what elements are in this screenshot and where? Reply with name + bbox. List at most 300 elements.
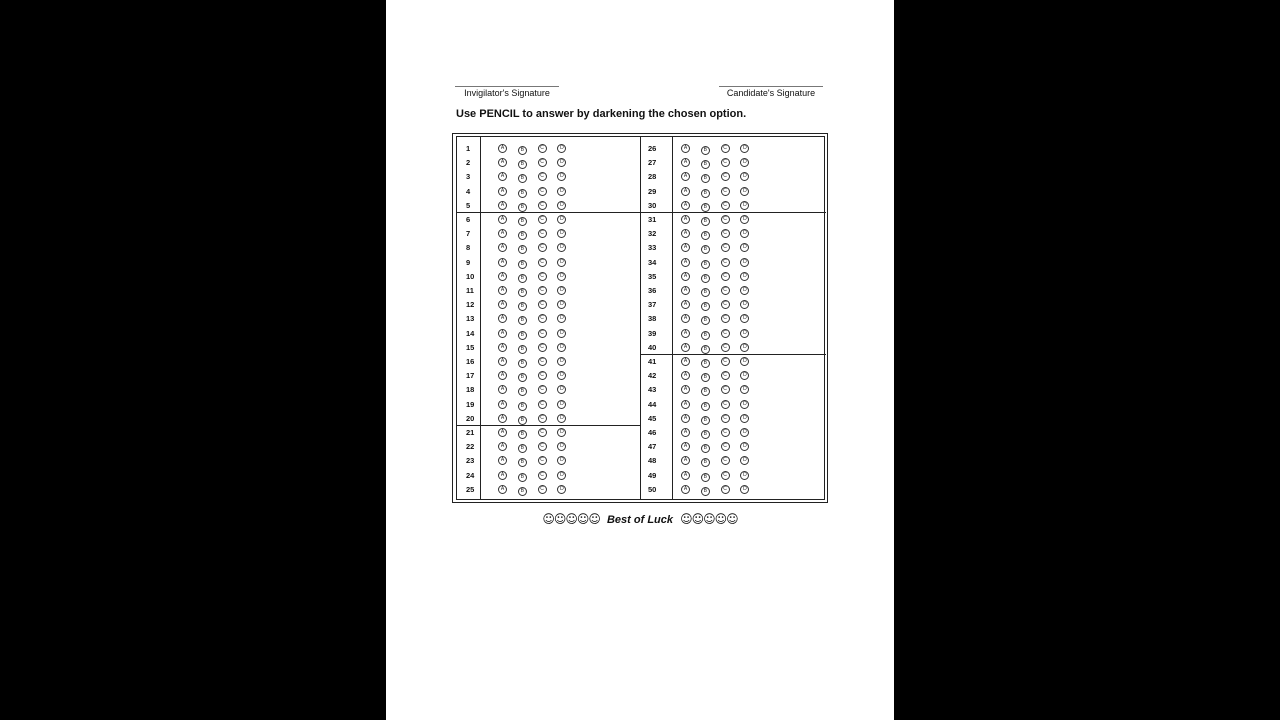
- question-row: [640, 327, 826, 341]
- answer-bubble-b[interactable]: B: [701, 359, 710, 368]
- answer-bubble-c[interactable]: C: [721, 158, 730, 167]
- answer-bubble-d[interactable]: D: [740, 329, 749, 338]
- answer-bubble-c[interactable]: C: [721, 343, 730, 352]
- question-number: 25: [466, 484, 475, 494]
- answer-bubble-b[interactable]: B: [518, 260, 527, 269]
- smiley-icons-left: ☺☺☺☺☺: [542, 512, 600, 526]
- answer-bubble-b[interactable]: B: [701, 387, 710, 396]
- answer-bubble-c[interactable]: C: [538, 286, 547, 295]
- answer-bubble-c[interactable]: C: [721, 314, 730, 323]
- question-row: [457, 241, 640, 255]
- question-row: [457, 369, 640, 383]
- answer-bubble-b[interactable]: B: [518, 189, 527, 198]
- question-row: [640, 341, 826, 355]
- answer-bubble-d[interactable]: D: [740, 357, 749, 366]
- question-number: 33: [648, 243, 657, 253]
- question-number: 46: [648, 428, 657, 437]
- answer-bubble-a[interactable]: A: [498, 286, 507, 295]
- question-row: [457, 483, 640, 497]
- question-row: [640, 156, 826, 170]
- question-number: 21: [466, 428, 475, 437]
- answer-bubble-a[interactable]: A: [498, 385, 507, 394]
- answer-bubble-d[interactable]: D: [740, 201, 749, 210]
- answer-bubble-d[interactable]: D: [557, 272, 566, 281]
- answer-bubble-a[interactable]: A: [498, 456, 507, 465]
- answer-bubble-d[interactable]: D: [740, 215, 749, 224]
- candidate-signature-label: Candidate's Signature: [726, 88, 816, 98]
- answer-bubble-c[interactable]: C: [538, 187, 547, 196]
- answer-bubble-b[interactable]: B: [701, 189, 710, 198]
- answer-bubble-d[interactable]: D: [740, 286, 749, 295]
- question-number: 49: [648, 470, 657, 480]
- answer-bubble-a[interactable]: A: [498, 229, 507, 238]
- answer-bubble-a[interactable]: A: [498, 357, 507, 366]
- question-number: 23: [466, 456, 475, 466]
- question-number: 37: [648, 300, 657, 310]
- answer-bubble-b[interactable]: B: [518, 402, 527, 411]
- question-row: [640, 469, 826, 483]
- question-number: 35: [648, 271, 657, 281]
- question-number: 36: [648, 286, 657, 295]
- answer-bubble-d[interactable]: D: [740, 414, 749, 423]
- answer-bubble-d[interactable]: D: [740, 172, 749, 181]
- question-row: [457, 142, 640, 156]
- answer-bubble-d[interactable]: D: [740, 471, 749, 480]
- answer-bubble-b[interactable]: B: [518, 416, 527, 425]
- question-row: [640, 227, 826, 241]
- question-number: 17: [466, 371, 475, 381]
- question-row: [640, 256, 826, 270]
- answer-bubble-a[interactable]: A: [681, 243, 690, 252]
- answer-bubble-b[interactable]: B: [518, 217, 527, 226]
- answer-bubble-d[interactable]: D: [740, 400, 749, 409]
- answer-bubble-a[interactable]: A: [681, 172, 690, 181]
- answer-bubble-b[interactable]: B: [701, 245, 710, 254]
- answer-bubble-d[interactable]: D: [557, 442, 566, 451]
- question-number: 2: [466, 158, 471, 168]
- question-row: [457, 355, 640, 369]
- answer-bubble-d[interactable]: D: [740, 371, 749, 380]
- question-number: 10: [466, 271, 475, 281]
- answer-bubble-d[interactable]: D: [557, 187, 566, 196]
- answer-bubble-b[interactable]: B: [518, 473, 527, 482]
- answer-bubble-a[interactable]: A: [681, 229, 690, 238]
- question-number: 22: [466, 442, 475, 452]
- answer-bubble-c[interactable]: C: [538, 229, 547, 238]
- answer-bubble-b[interactable]: B: [518, 203, 527, 212]
- answer-bubble-c[interactable]: C: [721, 371, 730, 380]
- answer-bubble-c[interactable]: C: [721, 414, 730, 423]
- answer-bubble-a[interactable]: A: [498, 400, 507, 409]
- answer-bubble-c[interactable]: C: [721, 385, 730, 394]
- answer-bubble-b[interactable]: B: [518, 387, 527, 396]
- answer-bubble-c[interactable]: C: [721, 286, 730, 295]
- answer-bubble-b[interactable]: B: [701, 430, 710, 439]
- question-row: [457, 383, 640, 397]
- answer-bubble-d[interactable]: D: [557, 400, 566, 409]
- answer-bubble-c[interactable]: C: [721, 243, 730, 252]
- answer-bubble-d[interactable]: D: [557, 329, 566, 338]
- answer-bubble-c[interactable]: C: [538, 343, 547, 352]
- answer-bubble-a[interactable]: A: [681, 314, 690, 323]
- answer-bubble-c[interactable]: C: [721, 300, 730, 309]
- answer-bubble-d[interactable]: D: [557, 286, 566, 295]
- question-row: [640, 142, 826, 156]
- answer-bubble-a[interactable]: A: [498, 485, 507, 494]
- question-row: [640, 483, 826, 497]
- answer-bubble-a[interactable]: A: [498, 371, 507, 380]
- answer-bubble-d[interactable]: D: [740, 229, 749, 238]
- answer-bubble-d[interactable]: D: [740, 243, 749, 252]
- answer-bubble-c[interactable]: C: [538, 442, 547, 451]
- question-number: 15: [466, 342, 475, 352]
- answer-bubble-c[interactable]: C: [538, 485, 547, 494]
- question-row: [640, 298, 826, 312]
- question-number: 42: [648, 371, 657, 381]
- answer-bubble-d[interactable]: D: [740, 258, 749, 267]
- answer-bubble-b[interactable]: B: [701, 444, 710, 453]
- answer-bubble-d[interactable]: D: [740, 272, 749, 281]
- answer-bubble-b[interactable]: B: [701, 402, 710, 411]
- question-row: [640, 270, 826, 284]
- answer-bubble-a[interactable]: A: [681, 400, 690, 409]
- answer-bubble-a[interactable]: A: [681, 428, 690, 437]
- answer-bubble-d[interactable]: D: [557, 428, 566, 437]
- footer-message: [386, 512, 894, 526]
- answer-bubble-b[interactable]: B: [701, 146, 710, 155]
- answer-bubble-c[interactable]: C: [721, 272, 730, 281]
- question-number: 29: [648, 186, 657, 196]
- answer-bubble-d[interactable]: D: [557, 144, 566, 153]
- question-number: 4: [466, 186, 471, 196]
- answer-bubble-d[interactable]: D: [557, 300, 566, 309]
- question-row: [640, 383, 826, 397]
- answer-bubble-a[interactable]: A: [681, 456, 690, 465]
- question-number: 18: [466, 385, 475, 395]
- question-number: 38: [648, 314, 657, 324]
- answer-bubble-c[interactable]: C: [538, 215, 547, 224]
- question-row: [457, 341, 640, 355]
- answer-bubble-b[interactable]: B: [701, 274, 710, 283]
- question-row: [457, 213, 640, 227]
- question-number: 9: [466, 257, 471, 267]
- answer-bubble-b[interactable]: B: [518, 174, 527, 183]
- answer-bubble-a[interactable]: A: [498, 300, 507, 309]
- answer-bubble-c[interactable]: C: [721, 428, 730, 437]
- answer-bubble-c[interactable]: C: [538, 258, 547, 267]
- question-row: [640, 355, 826, 369]
- answer-bubble-d[interactable]: D: [557, 357, 566, 366]
- answer-bubble-d[interactable]: D: [557, 243, 566, 252]
- question-row: [457, 469, 640, 483]
- answer-bubble-c[interactable]: C: [538, 243, 547, 252]
- question-number: 26: [648, 144, 657, 153]
- invigilator-signature-label: Invigilator's Signature: [464, 88, 550, 98]
- question-row: [457, 227, 640, 241]
- answer-bubble-c[interactable]: C: [721, 144, 730, 153]
- answer-bubble-d[interactable]: D: [557, 343, 566, 352]
- question-number: 45: [648, 413, 657, 423]
- question-number: 40: [648, 342, 657, 352]
- answer-bubble-a[interactable]: A: [498, 442, 507, 451]
- instruction-text: Use PENCIL to answer by darkening the chosen option.: [456, 108, 747, 120]
- question-row: [640, 170, 826, 184]
- invigilator-signature-line: [455, 86, 559, 99]
- answer-bubble-c[interactable]: C: [538, 357, 547, 366]
- question-row: [457, 199, 640, 213]
- best-of-luck-text: Best of Luck: [606, 514, 673, 526]
- question-number: 24: [466, 470, 475, 480]
- answer-bubble-c[interactable]: C: [721, 442, 730, 451]
- answer-bubble-d[interactable]: D: [740, 442, 749, 451]
- answer-bubble-a[interactable]: A: [681, 144, 690, 153]
- answer-bubble-a[interactable]: A: [681, 357, 690, 366]
- question-number: 28: [648, 172, 657, 182]
- question-row: [640, 185, 826, 199]
- answer-bubble-c[interactable]: C: [538, 400, 547, 409]
- question-number: 6: [466, 215, 471, 224]
- answer-bubble-b[interactable]: B: [518, 359, 527, 368]
- smiley-icons-right: ☺☺☺☺☺: [680, 512, 738, 526]
- answer-bubble-a[interactable]: A: [681, 272, 690, 281]
- answer-bubble-a[interactable]: A: [681, 201, 690, 210]
- answer-bubble-b[interactable]: B: [701, 345, 710, 354]
- question-number: 1: [466, 144, 471, 153]
- answer-bubble-d[interactable]: D: [740, 428, 749, 437]
- question-number: 34: [648, 257, 657, 267]
- answer-bubble-b[interactable]: B: [518, 458, 527, 467]
- answer-bubble-c[interactable]: C: [721, 172, 730, 181]
- question-row: [640, 426, 826, 440]
- question-number: 30: [648, 200, 657, 210]
- answer-bubble-c[interactable]: C: [538, 300, 547, 309]
- answer-bubble-a[interactable]: A: [681, 371, 690, 380]
- answer-bubble-b[interactable]: B: [518, 331, 527, 340]
- question-number: 7: [466, 229, 471, 239]
- question-row: [457, 270, 640, 284]
- answer-bubble-d[interactable]: D: [740, 456, 749, 465]
- question-row: [640, 213, 826, 227]
- answer-bubble-a[interactable]: A: [498, 215, 507, 224]
- answer-bubble-b[interactable]: B: [518, 345, 527, 354]
- answer-bubble-a[interactable]: A: [498, 201, 507, 210]
- answer-bubble-c[interactable]: C: [538, 144, 547, 153]
- answer-bubble-b[interactable]: B: [701, 288, 710, 297]
- answer-bubble-b[interactable]: B: [701, 473, 710, 482]
- answer-bubble-b[interactable]: B: [701, 203, 710, 212]
- question-number: 44: [648, 399, 657, 409]
- answer-bubble-c[interactable]: C: [538, 314, 547, 323]
- answer-bubble-a[interactable]: A: [681, 385, 690, 394]
- answer-bubble-a[interactable]: A: [681, 187, 690, 196]
- answer-sheet-page: [386, 0, 894, 720]
- question-row: [640, 412, 826, 426]
- question-row: [640, 241, 826, 255]
- question-number: 43: [648, 385, 657, 395]
- answer-bubble-c[interactable]: C: [721, 258, 730, 267]
- answer-bubble-a[interactable]: A: [498, 258, 507, 267]
- answer-bubble-a[interactable]: A: [681, 215, 690, 224]
- question-row: [457, 256, 640, 270]
- answer-bubble-d[interactable]: D: [557, 229, 566, 238]
- question-row: [640, 454, 826, 468]
- answer-bubble-a[interactable]: A: [681, 258, 690, 267]
- answer-bubble-c[interactable]: C: [538, 414, 547, 423]
- answer-bubble-d[interactable]: D: [740, 300, 749, 309]
- answer-bubble-b[interactable]: B: [701, 373, 710, 382]
- answer-bubble-c[interactable]: C: [721, 187, 730, 196]
- answer-bubble-c[interactable]: C: [721, 471, 730, 480]
- answer-bubble-a[interactable]: A: [498, 343, 507, 352]
- answer-grid-outer-border: [452, 133, 828, 503]
- answer-bubble-b[interactable]: B: [701, 302, 710, 311]
- question-row: [457, 398, 640, 412]
- answer-bubble-b[interactable]: B: [701, 416, 710, 425]
- answer-grid: [456, 136, 825, 500]
- answer-bubble-b[interactable]: B: [518, 160, 527, 169]
- answer-bubble-c[interactable]: C: [721, 400, 730, 409]
- answer-bubble-a[interactable]: A: [498, 172, 507, 181]
- answer-bubble-c[interactable]: C: [721, 229, 730, 238]
- answer-bubble-a[interactable]: A: [681, 158, 690, 167]
- question-row: [457, 284, 640, 298]
- answer-bubble-d[interactable]: D: [557, 456, 566, 465]
- answer-bubble-a[interactable]: A: [681, 286, 690, 295]
- answer-bubble-b[interactable]: B: [701, 260, 710, 269]
- answer-bubble-b[interactable]: B: [518, 146, 527, 155]
- answer-bubble-d[interactable]: D: [557, 485, 566, 494]
- answer-bubble-a[interactable]: A: [498, 272, 507, 281]
- answer-bubble-a[interactable]: A: [681, 485, 690, 494]
- answer-bubble-c[interactable]: C: [721, 329, 730, 338]
- answer-bubble-b[interactable]: B: [701, 331, 710, 340]
- answer-bubble-a[interactable]: A: [498, 158, 507, 167]
- question-row: [457, 440, 640, 454]
- answer-bubble-a[interactable]: A: [681, 414, 690, 423]
- answer-bubble-d[interactable]: D: [557, 385, 566, 394]
- answer-bubble-c[interactable]: C: [538, 329, 547, 338]
- answer-bubble-a[interactable]: A: [498, 314, 507, 323]
- answer-bubble-d[interactable]: D: [740, 187, 749, 196]
- answer-bubble-a[interactable]: A: [498, 329, 507, 338]
- answer-bubble-b[interactable]: B: [701, 217, 710, 226]
- answer-bubble-d[interactable]: D: [557, 371, 566, 380]
- answer-bubble-b[interactable]: B: [518, 316, 527, 325]
- answer-bubble-d[interactable]: D: [557, 258, 566, 267]
- question-number: 20: [466, 413, 475, 423]
- answer-bubble-c[interactable]: C: [538, 172, 547, 181]
- question-number: 5: [466, 200, 471, 210]
- answer-bubble-a[interactable]: A: [681, 471, 690, 480]
- answer-bubble-d[interactable]: D: [740, 343, 749, 352]
- answer-bubble-c[interactable]: C: [721, 357, 730, 366]
- answer-bubble-d[interactable]: D: [740, 385, 749, 394]
- question-number: 11: [466, 286, 474, 295]
- question-number: 31: [648, 215, 657, 224]
- answer-bubble-d[interactable]: D: [557, 215, 566, 224]
- answer-bubble-c[interactable]: C: [721, 215, 730, 224]
- answer-bubble-a[interactable]: A: [681, 329, 690, 338]
- question-number: 50: [648, 484, 657, 494]
- question-number: 14: [466, 328, 475, 338]
- question-number: 3: [466, 172, 471, 182]
- answer-bubble-a[interactable]: A: [498, 144, 507, 153]
- answer-bubble-b[interactable]: B: [518, 373, 527, 382]
- question-row: [457, 156, 640, 170]
- answer-bubble-c[interactable]: C: [538, 471, 547, 480]
- answer-bubble-d[interactable]: D: [740, 485, 749, 494]
- answer-bubble-b[interactable]: B: [518, 288, 527, 297]
- answer-bubble-b[interactable]: B: [701, 174, 710, 183]
- question-row: [457, 426, 640, 440]
- answer-bubble-a[interactable]: A: [681, 442, 690, 451]
- answer-bubble-d[interactable]: D: [557, 471, 566, 480]
- answer-bubble-a[interactable]: A: [681, 343, 690, 352]
- answer-bubble-c[interactable]: C: [538, 158, 547, 167]
- answer-bubble-d[interactable]: D: [740, 158, 749, 167]
- answer-bubble-a[interactable]: A: [681, 300, 690, 309]
- answer-bubble-d[interactable]: D: [557, 158, 566, 167]
- answer-bubble-d[interactable]: D: [557, 314, 566, 323]
- question-number: 16: [466, 357, 475, 366]
- answer-bubble-d[interactable]: D: [557, 414, 566, 423]
- question-number: 48: [648, 456, 657, 466]
- answer-bubble-c[interactable]: C: [721, 201, 730, 210]
- question-number: 47: [648, 442, 657, 452]
- answer-bubble-b[interactable]: B: [701, 487, 710, 496]
- answer-bubble-b[interactable]: B: [518, 302, 527, 311]
- answer-bubble-c[interactable]: C: [721, 456, 730, 465]
- answer-bubble-c[interactable]: C: [538, 272, 547, 281]
- answer-bubble-c[interactable]: C: [721, 485, 730, 494]
- answer-bubble-c[interactable]: C: [538, 385, 547, 394]
- answer-bubble-a[interactable]: A: [498, 187, 507, 196]
- answer-bubble-a[interactable]: A: [498, 243, 507, 252]
- answer-bubble-a[interactable]: A: [498, 414, 507, 423]
- answer-bubble-b[interactable]: B: [518, 487, 527, 496]
- answer-bubble-b[interactable]: B: [701, 231, 710, 240]
- answer-bubble-b[interactable]: B: [701, 458, 710, 467]
- answer-bubble-b[interactable]: B: [518, 231, 527, 240]
- answer-bubble-b[interactable]: B: [701, 316, 710, 325]
- answer-bubble-b[interactable]: B: [701, 160, 710, 169]
- answer-bubble-c[interactable]: C: [538, 456, 547, 465]
- answer-bubble-a[interactable]: A: [498, 428, 507, 437]
- question-row: [640, 312, 826, 326]
- question-row: [640, 199, 826, 213]
- question-row: [457, 312, 640, 326]
- question-number: 39: [648, 328, 657, 338]
- answer-bubble-d[interactable]: D: [557, 172, 566, 181]
- answer-bubble-b[interactable]: B: [518, 430, 527, 439]
- answer-bubble-b[interactable]: B: [518, 245, 527, 254]
- question-number: 12: [466, 300, 475, 310]
- question-row: [457, 170, 640, 184]
- answer-bubble-c[interactable]: C: [538, 371, 547, 380]
- answer-bubble-c[interactable]: C: [538, 201, 547, 210]
- answer-bubble-d[interactable]: D: [740, 144, 749, 153]
- answer-bubble-d[interactable]: D: [740, 314, 749, 323]
- answer-bubble-d[interactable]: D: [557, 201, 566, 210]
- candidate-signature-line: [719, 86, 823, 99]
- answer-bubble-b[interactable]: B: [518, 444, 527, 453]
- answer-bubble-a[interactable]: A: [498, 471, 507, 480]
- answer-bubble-b[interactable]: B: [518, 274, 527, 283]
- question-number: 8: [466, 243, 471, 253]
- question-row: [640, 440, 826, 454]
- answer-bubble-c[interactable]: C: [538, 428, 547, 437]
- question-row: [457, 185, 640, 199]
